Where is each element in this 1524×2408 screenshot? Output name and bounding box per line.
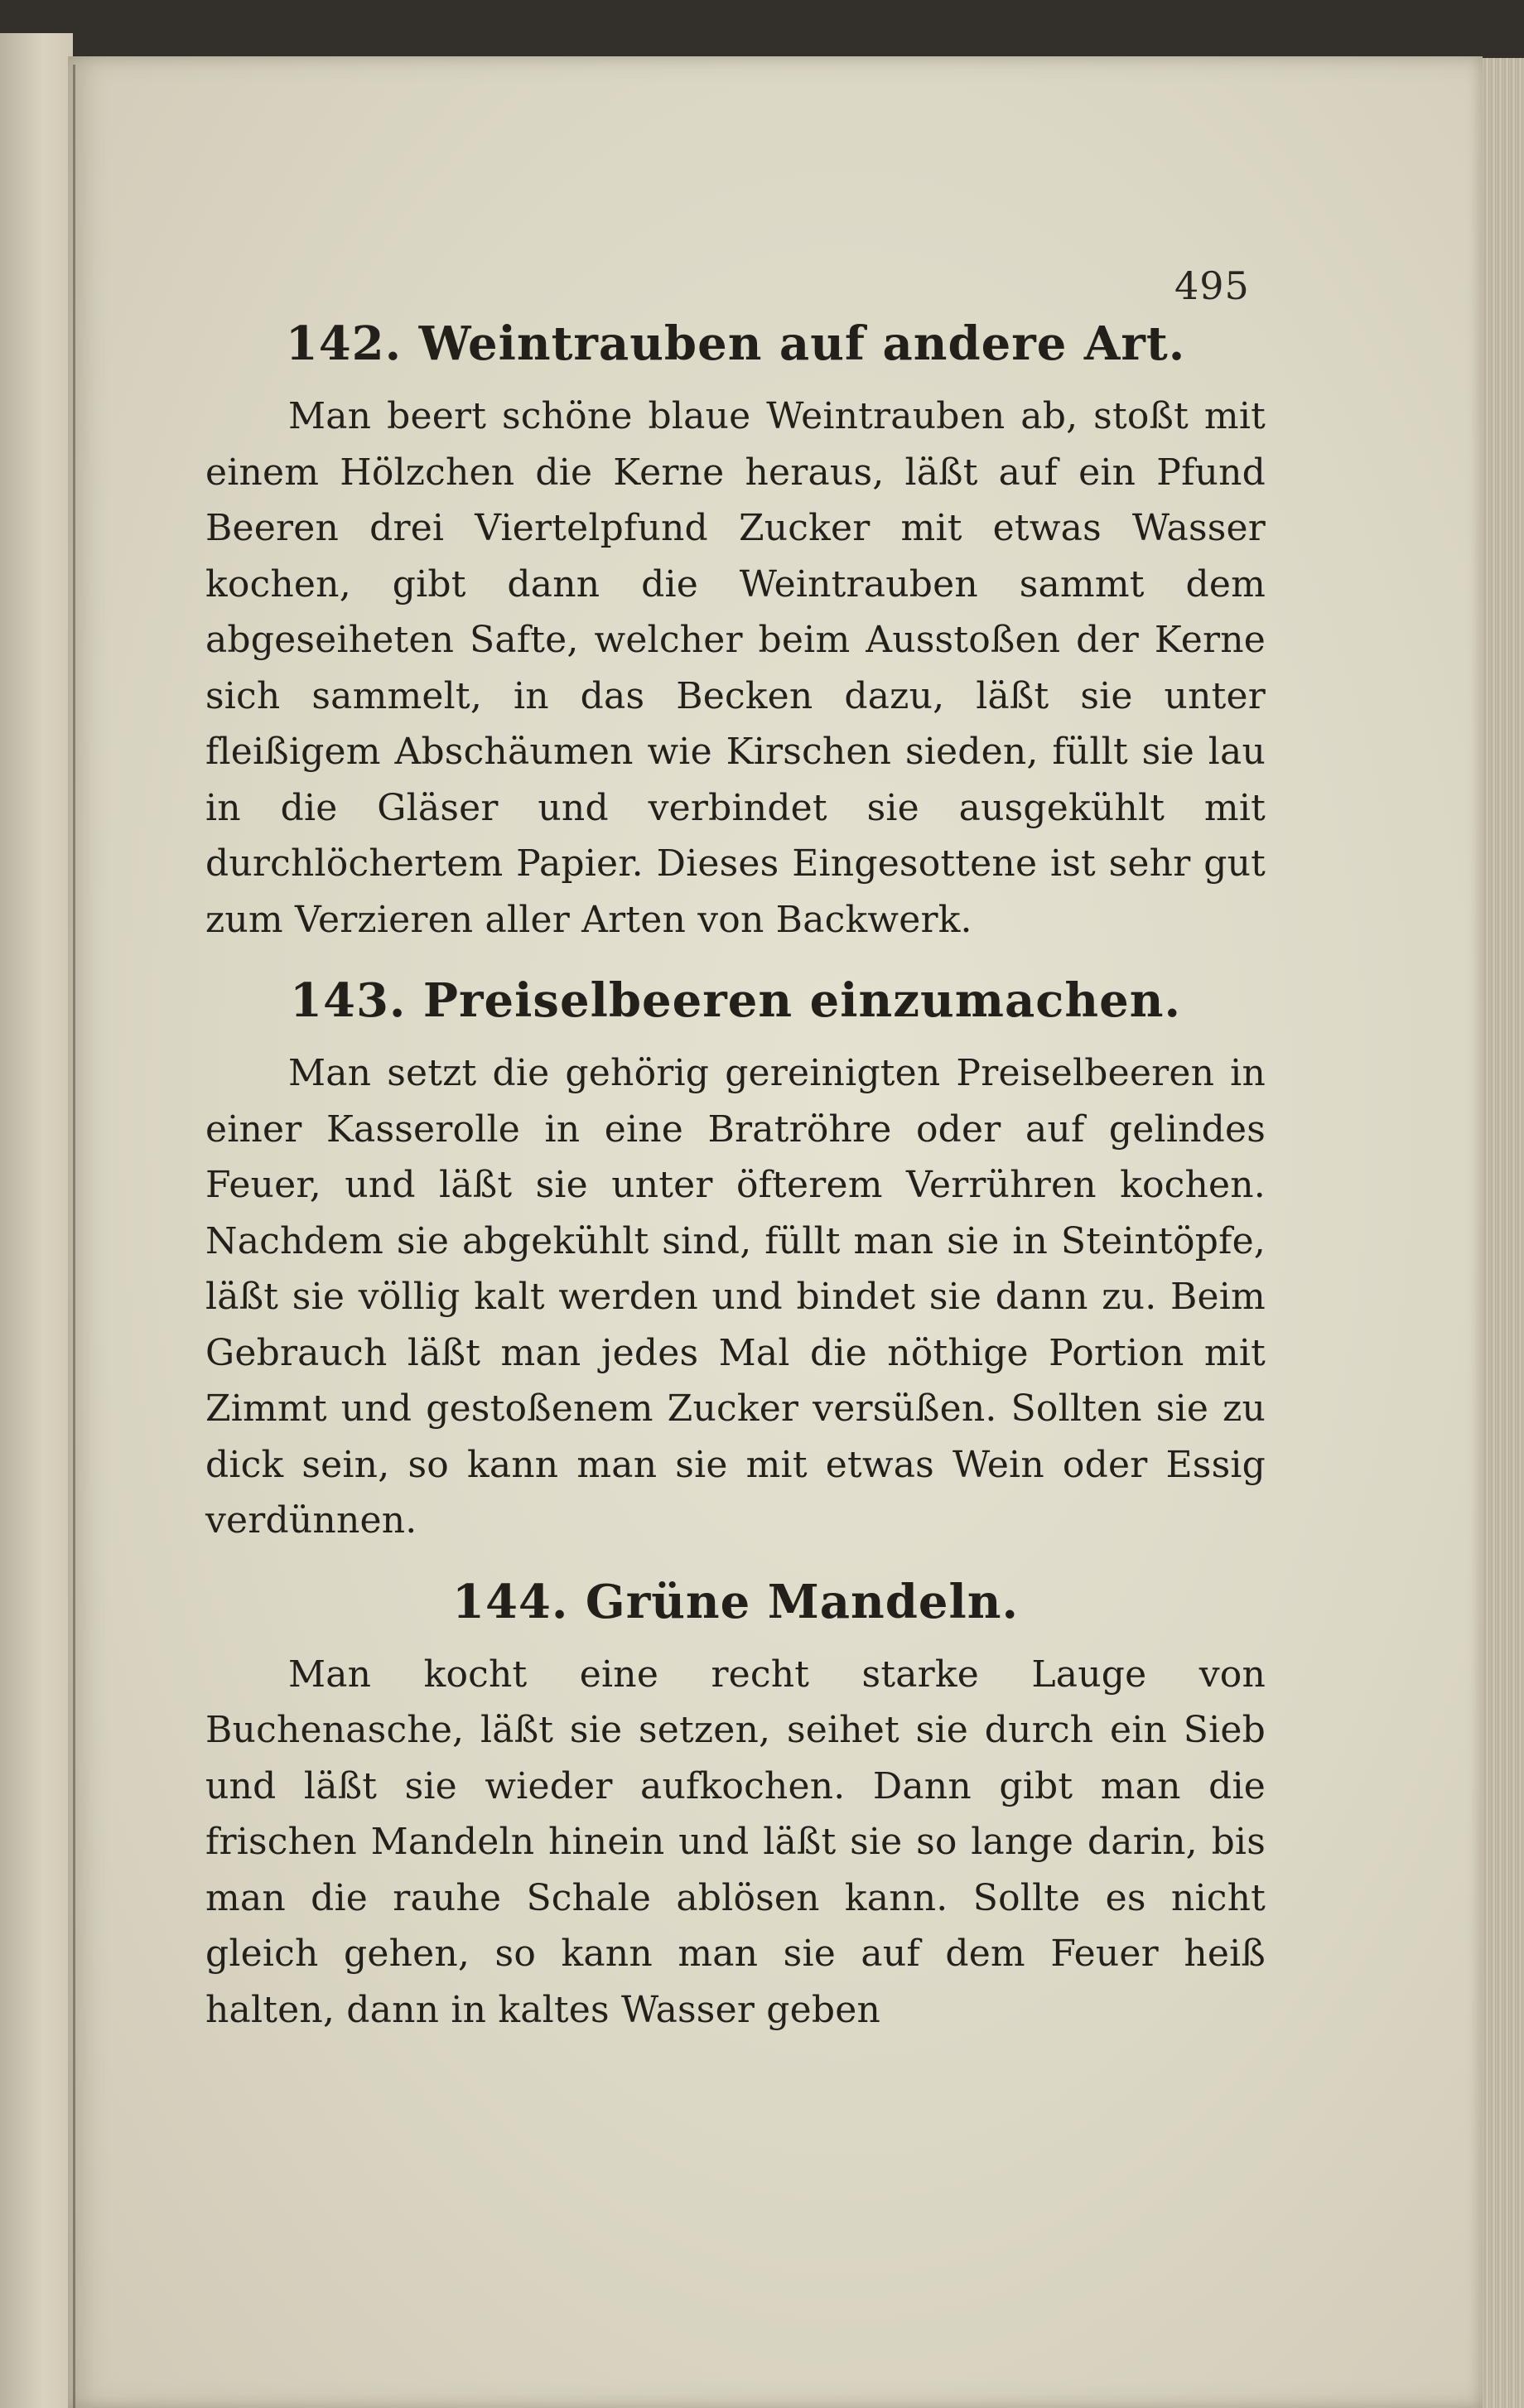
recipe-143 — [205, 968, 1266, 1549]
recipe-text: Man beert schöne blaue Weintrauben ab, stoßt mit einem Hölzchen die Kerne heraus, läßt auf ein Pfund Beeren drei Viertelpfund Zucker mit etwas Wasser kochen, gibt dann die Weintrauben sammt dem abgeseiheten Safte, welcher beim Ausstoßen der Kerne sich sammelt, in das Becken dazu, läßt sie unter fleißigem Abschäumen wie Kirschen sieden, füllt sie lau in die Gläser und verbindet sie ausgekühlt mit durchlöchertem Papier. Dieses Eingesottene ist sehr gut zum Verzieren aller Arten von Backwerk. — [205, 395, 1266, 941]
recipe-text: Man setzt die gehörig gereinigten Preiselbeeren in einer Kasserolle in eine Bratröhre oder auf gelindes Feuer, und läßt sie unter öfterem Verrühren kochen. Nachdem sie abgekühlt sind, füllt man sie in Steintöpfe, läßt sie völlig kalt werden und bindet sie dann zu. Beim Gebrauch läßt man jedes Mal die nöthige Portion mit Zimmt und gestoßenem Zucker versüßen. Sollten sie zu dick sein, so kann man sie mit etwas Wein oder Essig verdünnen. — [205, 1052, 1266, 1542]
recipe-144 — [205, 1569, 1266, 2039]
recipe-heading: 143. Preiselbeeren einzumachen. — [290, 973, 1181, 1028]
page-content — [205, 311, 1266, 2058]
recipe-text: Man kocht eine recht starke Lauge von Buchenasche, läßt sie setzen, seihet sie durch ein Sieb und läßt sie wieder aufkochen. Dann gibt man die frischen Mandeln hinein und läßt sie so lange darin, bis man die rauhe Schale ablösen kann. Sollte es nicht gleich gehen, so kann man sie auf dem Feuer heiß halten, dann in kaltes Wasser geben — [205, 1653, 1266, 2031]
page-stack-edge — [1476, 58, 1524, 2408]
recipe-heading: 142. Weintrauben auf andere Art. — [285, 316, 1186, 371]
recipe-142 — [205, 311, 1266, 948]
recipe-heading: 144. Grüne Mandeln. — [451, 1574, 1020, 1629]
page-number: 495 — [1174, 263, 1250, 308]
facing-page-edge — [0, 33, 73, 2408]
binding-gutter — [73, 65, 75, 2408]
scan-background — [0, 0, 1524, 65]
